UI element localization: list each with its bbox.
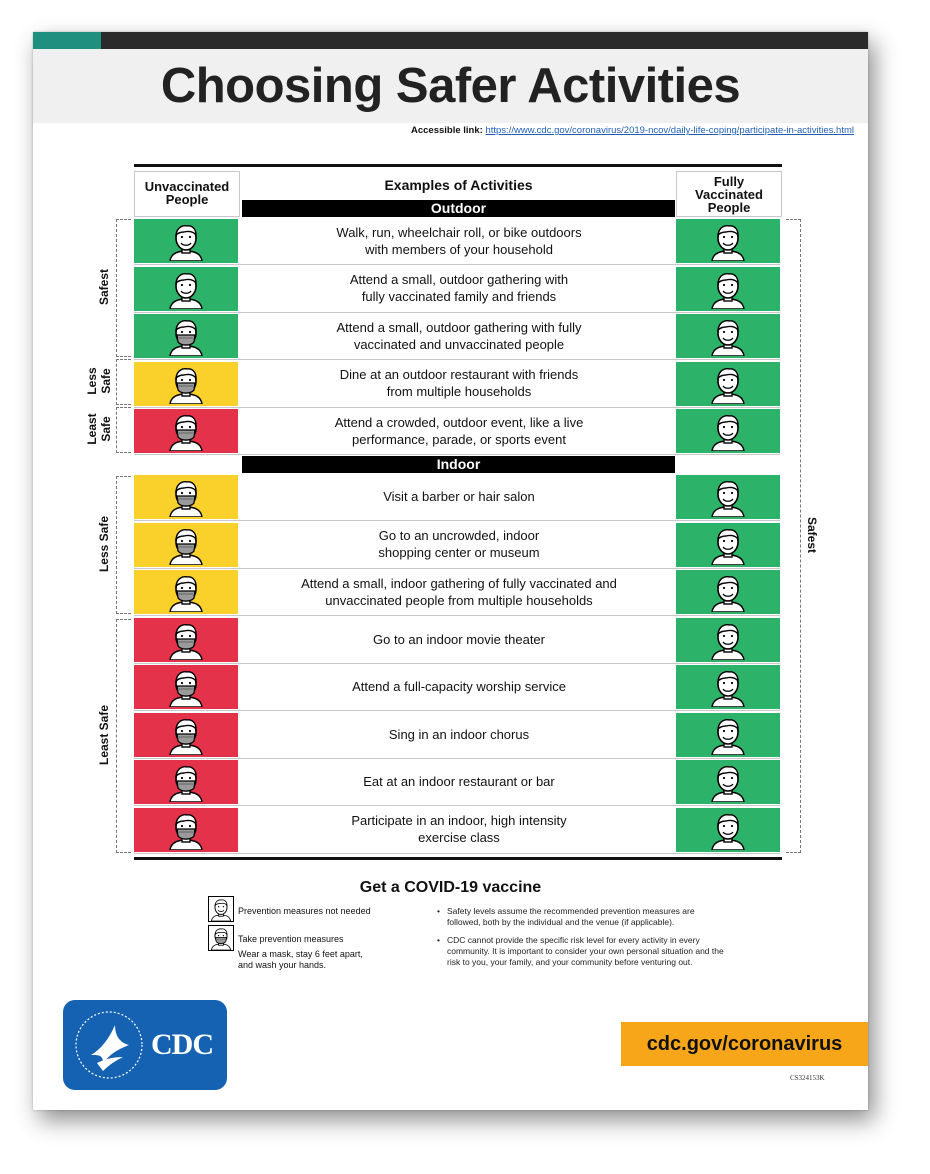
vaccinated-header-line1: Fully [713, 174, 745, 189]
unvaccinated-risk-cell [134, 713, 238, 757]
face-icon [708, 477, 748, 517]
label-least-safe-outdoor [85, 413, 113, 444]
label-less-safe-outdoor [85, 367, 113, 394]
note-item: • CDC cannot provide the specific risk level for every activity in every community. It is important to consider your own personal situation and the risk to you, your family, and your community before venturing out. [437, 935, 727, 968]
activity-cell [244, 312, 674, 359]
table-row [134, 568, 780, 616]
accessible-link-label: Accessible link: [411, 125, 483, 136]
masked-face-icon [166, 411, 206, 451]
masked-face-icon [166, 762, 206, 802]
section-outdoor: Outdoor [242, 200, 675, 217]
masked-face-icon [166, 364, 206, 404]
hhs-eagle-icon [69, 1005, 149, 1085]
unvaccinated-risk-cell [134, 219, 238, 263]
vaccinated-header-line2: Vaccinated [695, 187, 763, 202]
activity-cell [244, 711, 674, 758]
activity-text: Dine at an outdoor restaurant with friends [339, 367, 579, 382]
page-title: Choosing Safer Activities [160, 59, 741, 113]
activity-text: Attend a full-capacity worship service [352, 679, 566, 694]
activity-text: Go to an indoor movie theater [373, 631, 545, 647]
activity-text: Visit a barber or hair salon [383, 489, 535, 504]
masked-face-icon [166, 667, 206, 707]
vaccinated-risk-cell [676, 760, 780, 804]
face-icon [166, 269, 206, 309]
face-icon [708, 411, 748, 451]
top-bar [33, 32, 868, 49]
vaccinated-risk-cell [676, 267, 780, 311]
vaccinated-risk-cell [676, 475, 780, 519]
masked-face-icon [166, 525, 206, 565]
label-less-safe-indoor: Less Safe [97, 515, 111, 573]
legend-mask-desc-line1: Wear a mask, stay 6 feet apart, [238, 949, 363, 959]
masked-face-icon [166, 572, 206, 612]
vaccine-heading: Get a COVID-19 vaccine [359, 879, 542, 896]
activity-text: Eat at an indoor restaurant or bar [363, 774, 555, 789]
legend-mask-face [208, 925, 234, 951]
vaccinated-risk-cell [676, 362, 780, 406]
activity-text: Attend a small, outdoor gathering with fully [336, 319, 582, 335]
vaccinated-risk-cell [676, 808, 780, 852]
cdc-wordmark: CDC [151, 1028, 213, 1061]
bracket-safest-outdoor [116, 219, 131, 357]
bracket-less-safe-indoor [116, 476, 131, 614]
activity-cell [244, 217, 674, 264]
activity-cell [244, 616, 674, 663]
face-icon [708, 620, 748, 660]
face-icon [708, 572, 748, 612]
face-icon [708, 221, 748, 261]
face-icon [708, 667, 748, 707]
activity-text: performance, parade, or sports event [352, 431, 566, 447]
bracket-least-safe-outdoor [116, 407, 131, 453]
table-row [134, 312, 780, 360]
unvaccinated-risk-cell [134, 362, 238, 406]
activity-cell [244, 521, 674, 568]
face-icon [209, 897, 233, 921]
cdc-url-banner[interactable]: cdc.gov/coronavirus [621, 1022, 868, 1066]
vaccinated-risk-cell [676, 665, 780, 709]
legend-mask-desc [238, 949, 363, 971]
activity-text: vaccinated and unvaccinated people [353, 336, 565, 352]
note-item: • Safety levels assume the recommended prevention measures are followed, both by the individual and the venue (if applicable). [437, 906, 727, 928]
masked-face-icon [166, 620, 206, 660]
activity-cell [244, 265, 674, 312]
unvaccinated-header-line2: People [165, 192, 209, 207]
activity-text: Sing in an indoor chorus [388, 726, 530, 742]
masked-face-icon [166, 810, 206, 850]
label-less-safe-line1: Less [85, 367, 99, 395]
vaccinated-risk-cell [676, 713, 780, 757]
unvaccinated-risk-cell [134, 267, 238, 311]
activities-header: Examples of Activities [384, 177, 533, 193]
flyer-sheet [33, 32, 868, 1110]
activity-text: Go to an uncrowded, indoor [378, 528, 540, 543]
vaccinated-risk-cell [676, 409, 780, 453]
activity-cell [244, 473, 674, 520]
table-row [134, 265, 780, 313]
vaccinated-header-line3: People [707, 200, 751, 215]
activity-cell [244, 407, 674, 454]
label-less-safe-line2: Safe [99, 368, 113, 394]
document-code: CS324153K [790, 1074, 825, 1082]
unvaccinated-header [134, 180, 240, 206]
table-row [134, 806, 780, 854]
label-least-safe-line2: Safe [99, 416, 113, 442]
label-safest-outdoor: Safest [97, 268, 111, 306]
activity-text: with members of your household [365, 241, 553, 257]
unvaccinated-risk-cell [134, 475, 238, 519]
activity-text: shopping center or museum [378, 545, 540, 560]
top-bar-accent [33, 32, 101, 49]
activity-cell [244, 758, 674, 805]
table-row [134, 217, 780, 265]
accessible-link-line [411, 125, 854, 136]
table-row [134, 711, 780, 759]
unvaccinated-risk-cell [134, 618, 238, 662]
legend-mask-title: Take prevention measures [238, 934, 344, 944]
unvaccinated-risk-cell [134, 808, 238, 852]
vaccinated-risk-cell [676, 314, 780, 358]
unvaccinated-risk-cell [134, 409, 238, 453]
legend-no-mask-face [208, 896, 234, 922]
masked-face-icon [166, 316, 206, 356]
vaccinated-risk-cell [676, 219, 780, 263]
unvaccinated-header-line1: Unvaccinated [144, 179, 230, 194]
face-icon [708, 715, 748, 755]
label-safest-vaccinated: Safest [805, 516, 819, 554]
accessible-link[interactable]: https://www.cdc.gov/coronavirus/2019-ncov/daily-life-coping/participate-in-activities.html [485, 125, 855, 136]
vaccinated-risk-cell [676, 570, 780, 614]
face-icon [708, 269, 748, 309]
bracket-safest-vaccinated [786, 219, 801, 853]
vaccinated-risk-cell [676, 523, 780, 567]
unvaccinated-risk-cell [134, 760, 238, 804]
face-icon [708, 316, 748, 356]
activity-cell [244, 360, 674, 407]
vaccinated-header [676, 175, 782, 214]
table-row [134, 758, 780, 806]
activity-text: Participate in an indoor, high intensity [351, 813, 567, 828]
activity-text: fully vaccinated family and friends [361, 289, 557, 304]
masked-face-icon [209, 926, 233, 950]
unvaccinated-risk-cell [134, 570, 238, 614]
table-top-rule [134, 164, 782, 167]
table-row [134, 663, 780, 711]
face-icon [708, 364, 748, 404]
face-icon [708, 525, 748, 565]
notes [437, 906, 727, 975]
table-row [134, 360, 780, 408]
section-indoor: Indoor [242, 456, 675, 473]
unvaccinated-risk-cell [134, 665, 238, 709]
table-bottom-rule [134, 857, 782, 860]
activity-cell [244, 806, 674, 853]
activity-text: Attend a small, outdoor gathering with [349, 272, 569, 287]
vaccinated-risk-cell [676, 618, 780, 662]
label-least-safe-indoor: Least Safe [97, 704, 111, 766]
hhs-cdc-logo [63, 1000, 227, 1090]
face-icon [708, 810, 748, 850]
face-icon [708, 762, 748, 802]
activity-cell [244, 568, 674, 615]
activity-text: exercise class [418, 830, 500, 845]
activity-text: Attend a crowded, outdoor event, like a live [334, 414, 584, 430]
table-row [134, 616, 780, 664]
unvaccinated-risk-cell [134, 314, 238, 358]
bracket-less-safe-outdoor [116, 359, 131, 405]
activity-cell [244, 663, 674, 710]
activity-text: unvaccinated people from multiple households [325, 592, 593, 608]
activity-text: from multiple households [386, 384, 532, 399]
table-row [134, 521, 780, 569]
table-row [134, 473, 780, 521]
activity-text: Attend a small, indoor gathering of fully vaccinated and [301, 575, 617, 591]
legend-no-mask-title: Prevention measures not needed [238, 906, 371, 916]
face-icon [166, 221, 206, 261]
masked-face-icon [166, 477, 206, 517]
unvaccinated-risk-cell [134, 523, 238, 567]
bracket-least-safe-indoor [116, 619, 131, 853]
legend-mask-desc-line2: and wash your hands. [238, 960, 327, 970]
label-least-safe-line1: Least [85, 413, 99, 445]
activity-text: Walk, run, wheelchair roll, or bike outdoors [336, 224, 582, 240]
table-row [134, 407, 780, 455]
masked-face-icon [166, 715, 206, 755]
